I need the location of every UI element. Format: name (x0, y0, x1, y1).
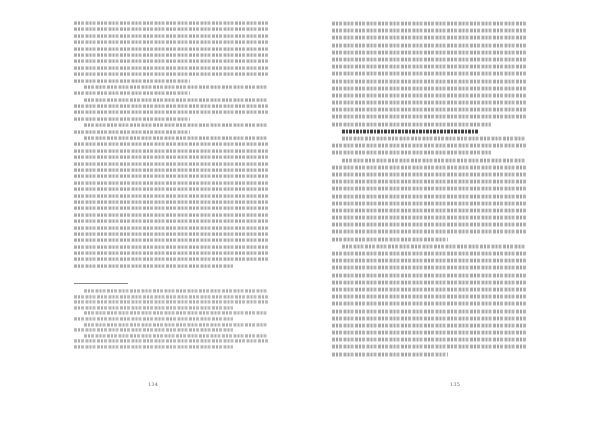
text-line (74, 53, 268, 57)
text-line (74, 175, 268, 179)
text-line (332, 201, 526, 205)
text-line (332, 151, 491, 155)
text-line (332, 273, 526, 277)
text-line (332, 223, 526, 227)
text-line (332, 323, 526, 327)
text-line (74, 220, 268, 224)
text-line (74, 200, 268, 204)
text-line (74, 47, 268, 51)
text-line (74, 213, 268, 217)
text-line (342, 137, 526, 141)
text-line (332, 194, 526, 198)
text-line (332, 173, 526, 177)
text-line (74, 188, 268, 192)
text-line (84, 85, 268, 89)
footnote-line (74, 340, 268, 343)
text-line (84, 136, 268, 140)
text-line (332, 331, 526, 335)
text-line (332, 266, 526, 270)
text-line (332, 58, 526, 62)
text-line (74, 162, 268, 166)
footnote-line (84, 323, 268, 326)
footnote-line (74, 295, 268, 298)
left-page-footnotes (74, 288, 268, 350)
text-line (74, 34, 268, 38)
page-number-left: 134 (148, 382, 159, 388)
text-line (332, 50, 526, 54)
text-line (74, 168, 268, 172)
text-line (74, 41, 268, 45)
text-line (74, 66, 268, 70)
text-line (332, 345, 526, 349)
text-line (332, 86, 526, 90)
text-line (74, 194, 268, 198)
text-line (332, 309, 526, 313)
text-line (332, 352, 448, 356)
text-line (332, 108, 526, 112)
footnote-separator (74, 283, 128, 284)
text-line (74, 60, 268, 64)
text-line (74, 79, 190, 83)
text-line (74, 111, 268, 115)
text-line (332, 22, 526, 26)
text-line (74, 149, 268, 153)
text-line (332, 93, 526, 97)
text-line (332, 252, 526, 256)
text-line (74, 73, 268, 77)
text-line (342, 129, 478, 133)
text-line (74, 105, 268, 109)
footnote-line (74, 328, 233, 331)
text-line (74, 156, 268, 160)
text-line (332, 187, 526, 191)
footnote-line (84, 334, 268, 337)
text-line (332, 144, 526, 148)
text-line (74, 181, 268, 185)
text-line (332, 288, 526, 292)
text-line (74, 130, 190, 134)
text-line (74, 258, 268, 262)
right-page (300, 0, 600, 424)
footnote-line (74, 306, 233, 309)
text-line (342, 244, 526, 248)
text-line (332, 316, 526, 320)
text-line (332, 36, 526, 40)
left-page-body-text (74, 20, 268, 269)
text-line (332, 65, 526, 69)
text-line (332, 338, 526, 342)
text-line (332, 101, 526, 105)
text-line (332, 280, 526, 284)
footnote-line (74, 300, 268, 303)
text-line (332, 230, 526, 234)
text-line (332, 237, 448, 241)
text-line (332, 29, 526, 33)
text-line (332, 216, 526, 220)
text-line (74, 143, 268, 147)
page-number-right: 135 (450, 382, 461, 388)
text-line (332, 295, 526, 299)
text-line (84, 98, 268, 102)
footnote-line (74, 317, 233, 320)
footnote-line (84, 289, 268, 292)
text-line (332, 79, 526, 83)
text-line (332, 115, 526, 119)
text-line (332, 259, 526, 263)
footnote-line (74, 345, 233, 348)
text-line (74, 232, 268, 236)
text-line (332, 122, 491, 126)
footnote-line (84, 312, 268, 315)
text-line (74, 207, 268, 211)
text-line (74, 239, 268, 243)
right-page-body-text (332, 20, 526, 358)
text-line (332, 180, 526, 184)
text-line (332, 208, 526, 212)
text-line (74, 245, 268, 249)
text-line (74, 21, 268, 25)
text-line (74, 264, 233, 268)
text-line (74, 117, 190, 121)
text-line (74, 252, 268, 256)
text-line (332, 72, 526, 76)
text-line (74, 226, 268, 230)
text-line (74, 28, 268, 32)
text-line (332, 302, 526, 306)
text-legibility-note (0, 0, 1, 1)
text-line (74, 92, 190, 96)
text-line (84, 124, 268, 128)
text-line (332, 43, 526, 47)
text-line (332, 165, 526, 169)
text-line (342, 158, 526, 162)
